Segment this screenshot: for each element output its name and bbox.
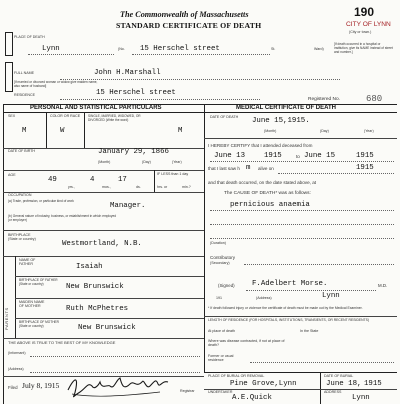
in-state-label: In the State [300,329,319,333]
mother-name-label: MAIDEN NAME OF MOTHER [19,300,45,308]
city-town-label: (City or town.) [349,30,372,34]
sex-label: SEX [8,114,16,118]
dob-year-label: (Year) [172,160,182,164]
undertaker-name: A.E.Quick [232,394,272,402]
residence-label: RESIDENCE [14,93,35,97]
residence: 15 Herschel street [96,89,176,97]
hrs-label: hrs. or [157,185,168,189]
physician-address-label: (Address) [256,296,272,300]
dod-value: June 15,1915. [252,117,310,125]
mother-birthplace-label: BIRTHPLACE OF MOTHER (State or country) [19,320,59,328]
dod-label: DATE OF DEATH [210,115,239,119]
age-ds-label: ds. [136,185,141,189]
father-name: Isaiah [76,263,103,271]
filed-label: Filed [8,385,18,390]
full-name-label: FULL NAME [14,71,35,75]
burial-place: Pine Grove,Lynn [230,380,297,388]
burial-date: June 18, [326,380,362,388]
sex-value: M [22,127,27,135]
mother-name: Ruth McPhetres [66,305,129,313]
undertaker-label: UNDERTAKER [208,390,233,394]
father-name-label: NAME OF FATHER [19,258,36,266]
age-yrs-label: yrs., [68,185,75,189]
industry-label: (b) General nature of industry, business, or establishment in which employed (or employer) [8,214,117,222]
alive-on-year: 1915 [356,164,374,172]
informant-label: (Informant) [8,351,26,355]
registrar-signature [64,372,174,400]
burial-date-label: DATE OF BURIAL [324,374,354,378]
informant-address-label: (Address) [8,367,24,371]
place-city: Lynn [42,45,60,53]
certificate-number: 190 [354,5,375,19]
dob-month-label: (Month) [98,160,111,164]
burial-year: 1915 [364,380,382,388]
place-ward-label: Ward) [314,47,324,51]
name-label-box [5,62,13,92]
place-street: 15 Herschel street [140,45,220,53]
physician-signature: F.Adelbert Morse. [252,280,328,288]
true-statement: THE ABOVE IS TRUE TO THE BEST OF MY KNOWLEDGE [8,340,116,345]
full-name: John H.Marshall [94,69,161,77]
dod-day-label: (Day) [320,129,329,133]
attended-to-date: June 15 [304,152,336,160]
medical-section-header: MEDICAL CERTIFICATE OF DEATH [236,105,336,111]
contributory-label: Contributory [210,255,236,260]
signed-label: (Signed) [218,283,235,288]
dob-day-label: (Day) [142,160,151,164]
registered-no-label: Registered No. [308,97,340,102]
min-label: min.? [182,185,191,189]
filed-date: July 8, 1915 [22,381,60,390]
registrar-label: Registrar [180,389,195,393]
physician-address: Lynn [322,292,340,300]
to-label: to [296,154,300,159]
last-saw-text: that I last saw h [208,166,240,171]
color-label: COLOR OR RACE [50,114,81,118]
signed-date-label: 191 [216,296,222,300]
attended-from-date: June 13 [214,152,246,160]
color-value: W [60,127,65,135]
place-st-label: St. [271,47,276,51]
commonwealth-heading: The Commonwealth of Massachusetts [120,10,249,19]
certificate-title: STANDARD CERTIFICATE OF DEATH [116,21,262,30]
attended-from-year: 1915 [264,152,282,160]
place-no-label: (No. [118,47,125,51]
occupation-value: Manager. [110,202,146,210]
personal-section-header: PERSONAL AND STATISTICAL PARTICULARS [30,105,162,111]
secondary-label: (Secondary) [210,261,230,265]
father-birthplace: New Brunswick [66,283,124,291]
birthplace-label: BIRTHPLACE (State or country) [8,233,36,241]
age-mos-label: mos., [102,185,111,189]
marital-value: M [178,127,183,135]
duration-label: (Duration) [210,241,226,245]
disease-contracted-label: Where was disease contracted, if not at place of death? [208,339,285,347]
city-stamp: CITY OF LYNN [346,21,391,28]
alive-on-label: alive on [258,166,274,171]
married-note: [If married or divorced woman or widow give maiden name, also name of husband] [14,80,98,88]
parents-side-label: PARENTS [4,307,9,330]
md-label: M.D. [378,283,388,288]
marital-label: SINGLE, MARRIED, WIDOWED, OR DIVORCED (Write the word) [88,114,141,122]
hospital-note: [If death occurred in a hospital or institution, give its NAME instead of street and number.] [334,42,393,55]
cause-label: The CAUSE OF DEATH* was as follows: [224,191,311,196]
former-residence-label: Former or usual residence [208,354,234,362]
length-of-residence-header: LENGTH OF RESIDENCE (FOR HOSPITALS, INSTITUTIONS, TRANSIENTS, OR RECENT RESIDENTS) [208,318,370,322]
registered-no: 680 [366,94,383,104]
age-days: 17 [118,176,127,184]
occupation-label: OCCUPATION [8,193,32,197]
at-place-of-death-label: At place of death [208,329,235,333]
birthplace-value: Westmortland, N.B. [62,240,142,248]
place-label-box [5,32,13,56]
dod-year-label: (Year) [364,129,374,133]
certify-text: I HEREBY CERTIFY that I attended deceased from [208,143,313,148]
medical-examiner-footnote: * If death followed injury or violence the certificate of death must be made out by the Medical Examiner. [208,306,363,310]
occurred-text: and that death occurred, on the date stated above, at [208,180,317,185]
mother-birthplace: New Brunswick [78,324,136,332]
age-years: 49 [48,176,57,184]
father-birthplace-label: BIRTHPLACE OF FATHER (State or country) [19,278,58,286]
cause-of-death: pernicious anaemia [230,201,310,209]
burial-place-label: PLACE OF BURIAL OR REMOVAL [208,374,265,378]
dob-value: January 29, 1866 [98,148,169,156]
less-than-day-label: IF LESS than 1 day [157,172,189,176]
age-label: AGE [8,173,16,177]
place-of-death-label: PLACE OF DEATH [14,35,45,39]
undertaker-address-label: ADDRESS [324,390,342,394]
occupation-sub-label: (a) Trade, profession, or particular kind of work [8,199,74,203]
attended-to-year: 1915 [356,152,374,160]
undertaker-address: Lynn [352,394,370,402]
dod-month-label: (Month) [264,129,277,133]
last-saw-m: m [246,164,251,172]
age-months: 4 [90,176,95,184]
dob-label: DATE OF BIRTH [8,149,36,153]
